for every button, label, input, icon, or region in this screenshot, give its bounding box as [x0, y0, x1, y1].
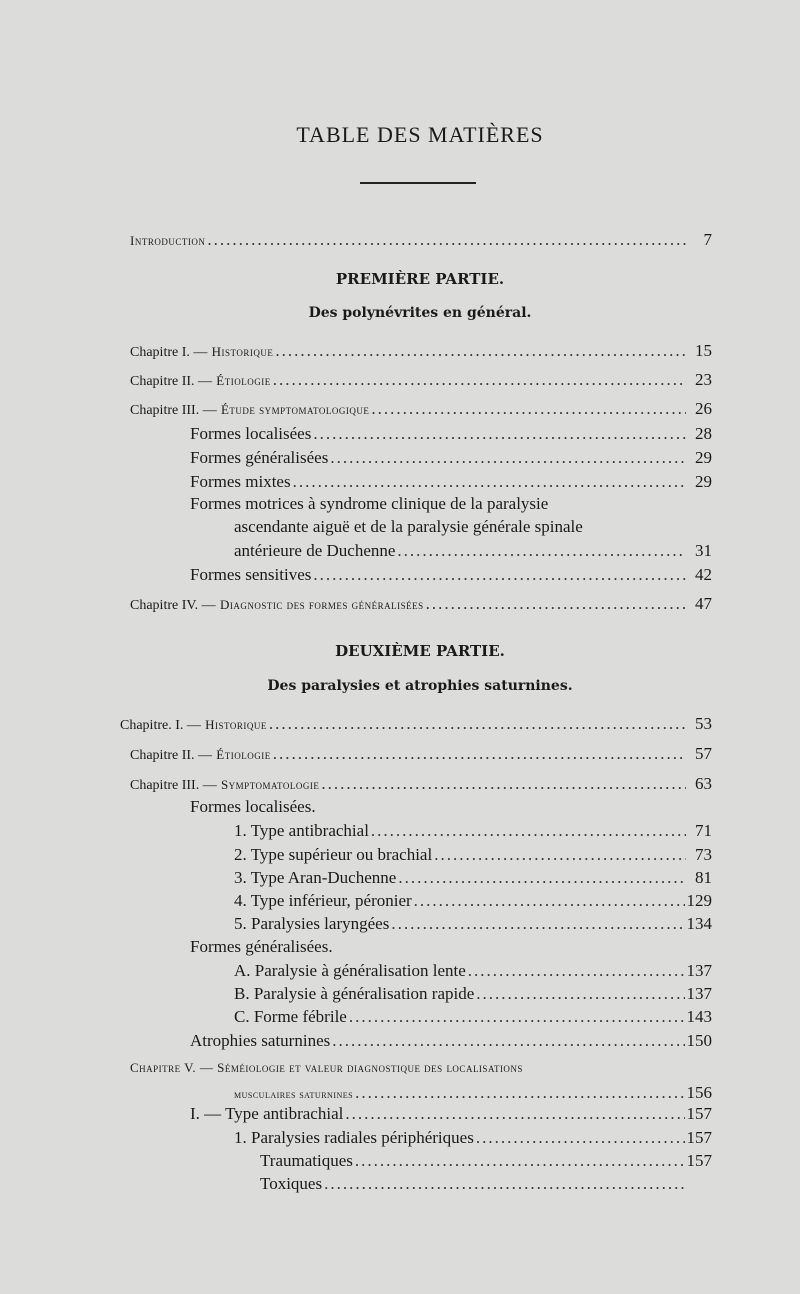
entry-page: 137 — [686, 961, 712, 980]
chapter-number: Chapitre II. — — [130, 748, 213, 763]
entry-page: 137 — [686, 984, 712, 1003]
entry-label: Symptomatologie — [220, 777, 320, 792]
entry-label: Traumatiques — [260, 1151, 353, 1170]
entry-label: B. Paralysie à généralisation rapide — [234, 984, 475, 1003]
part-subheading: Des polynévrites en général. — [308, 305, 532, 321]
entry-page: 157 — [686, 1104, 712, 1123]
entry-page: 143 — [686, 1007, 712, 1026]
entry-label: Formes mixtes — [190, 472, 291, 491]
entry-page: 129 — [686, 891, 712, 910]
entry-label: Diagnostic des formes généralisées — [219, 597, 424, 612]
toc-entry — [190, 472, 712, 492]
entry-label: A. Paralysie à généralisation lente — [234, 961, 466, 980]
toc-entry — [130, 370, 712, 390]
entry-label: Historique — [205, 717, 267, 732]
entry-page: 81 — [695, 868, 712, 887]
toc-entry — [190, 1104, 712, 1124]
entry-label: Introduction — [130, 233, 206, 248]
entry-label: 3. Type Aran-Duchenne — [234, 868, 397, 887]
toc-entry — [234, 845, 712, 865]
toc-entry — [120, 714, 712, 734]
toc-entry — [130, 744, 712, 764]
entry-page: 57 — [695, 744, 712, 763]
entry-label: Formes sensitives — [190, 565, 312, 584]
entry-page: 47 — [695, 594, 712, 613]
page-title: TABLE DES MATIÈRES — [296, 122, 544, 147]
entry-page: 28 — [695, 424, 712, 443]
part-heading: DEUXIÈME PARTIE. — [335, 642, 505, 660]
chapter-number: Chapitre II. — — [130, 374, 213, 389]
entry-label: 5. Paralysies laryngées — [234, 914, 390, 933]
entry-page: 134 — [686, 914, 712, 933]
entry-page: 157 — [686, 1128, 712, 1147]
entry-label: 2. Type supérieur ou brachial — [234, 845, 433, 864]
entry-page: 26 — [695, 399, 712, 418]
entry-label: Étiologie — [216, 747, 271, 762]
entry-page: 29 — [695, 448, 712, 467]
chapter-number: Chapitre. I. — — [120, 718, 201, 733]
entry-page: 29 — [695, 472, 712, 491]
toc-entry — [190, 424, 712, 444]
toc-entry — [260, 1174, 712, 1194]
section-heading: Formes localisées. — [190, 797, 316, 816]
section-heading: Formes généralisées. — [190, 937, 333, 956]
toc-entry — [130, 399, 712, 419]
entry-label: Historique — [211, 344, 274, 359]
toc-entry — [234, 984, 712, 1004]
toc-entry — [130, 594, 712, 614]
toc-entry — [234, 891, 712, 911]
entry-page: 53 — [695, 714, 712, 733]
entry-page: 42 — [695, 565, 712, 584]
entry-label: 1. Type antibrachial — [234, 821, 369, 840]
entry-label: Formes généralisées — [190, 448, 329, 467]
entry-page: 7 — [703, 230, 712, 249]
entry-label: Formes localisées — [190, 424, 312, 443]
entry-label: Étiologie — [216, 373, 271, 388]
entry-label: I. — Type antibrachial — [190, 1104, 344, 1123]
entry-label: C. Forme fébrile — [234, 1007, 347, 1026]
toc-entry — [234, 868, 712, 888]
entry-label: Toxiques — [260, 1174, 323, 1193]
entry-page: 73 — [695, 845, 712, 864]
entry-label: antérieure de Duchenne — [234, 541, 396, 560]
entry-text: ascendante aiguë et de la paralysie générale spinale — [234, 517, 583, 536]
toc-entry — [190, 1031, 712, 1051]
entry-page: 156 — [686, 1083, 712, 1102]
toc-entry — [234, 541, 712, 561]
entry-label: Étude symptomatologique — [220, 402, 370, 417]
entry-text: Formes motrices à syndrome clinique de la paralysie — [190, 494, 549, 513]
toc-entry — [130, 341, 712, 361]
toc-entry — [130, 774, 712, 794]
chapter-number: Chapitre IV. — — [130, 598, 216, 613]
chapter-number: Chapitre III. — — [130, 778, 217, 793]
toc-entry — [260, 1151, 712, 1171]
entry-page: 157 — [686, 1151, 712, 1170]
chapter-number: Chapitre III. — — [130, 403, 217, 418]
entry-label: musculaires saturnines — [234, 1089, 354, 1101]
toc-entry — [234, 1128, 712, 1148]
entry-label: 4. Type inférieur, péronier — [234, 891, 412, 910]
entry-page: 71 — [695, 821, 712, 840]
toc-entry — [234, 914, 712, 934]
chapter-number: Chapitre I. — — [130, 345, 208, 360]
toc-entry-introduction — [130, 230, 712, 250]
toc-entry — [234, 821, 712, 841]
part-subheading: Des paralysies et atrophies saturnines. — [267, 678, 573, 694]
entry-page: 15 — [695, 341, 712, 360]
entry-label: Atrophies saturnines — [190, 1031, 331, 1050]
toc-entry — [190, 565, 712, 585]
toc-entry — [234, 1083, 712, 1103]
toc-entry — [190, 448, 712, 468]
title-rule — [360, 182, 476, 184]
entry-page: 63 — [695, 774, 712, 793]
chapter-heading: Chapitre V. — Séméiologie et valeur diagnostique des localisations — [130, 1060, 523, 1075]
part-heading: PREMIÈRE PARTIE. — [335, 270, 505, 288]
entry-page: 23 — [695, 370, 712, 389]
toc-entry — [234, 961, 712, 981]
entry-page: 31 — [695, 541, 712, 560]
entry-label: 1. Paralysies radiales périphériques — [234, 1128, 474, 1147]
entry-page: 150 — [686, 1031, 712, 1050]
toc-entry — [234, 1007, 712, 1027]
